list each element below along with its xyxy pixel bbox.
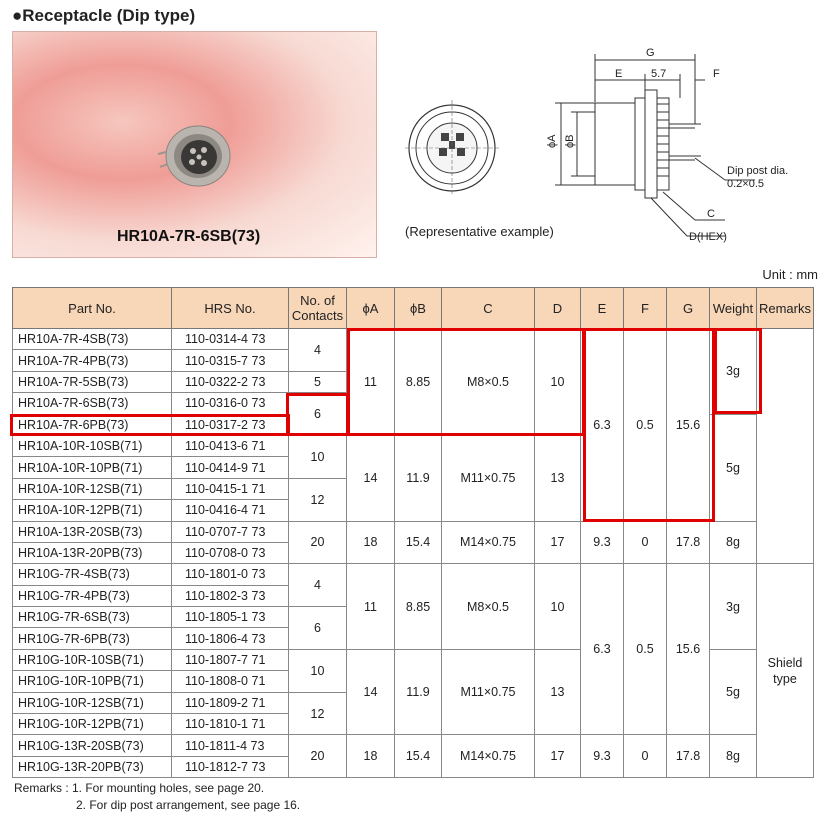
- phi-b-cell: 8.85: [395, 564, 442, 650]
- f-cell: 0.5: [624, 329, 667, 522]
- header-e: E: [581, 288, 624, 329]
- dim-e-label: E: [615, 68, 623, 80]
- phi-a-cell: 14: [347, 649, 395, 735]
- header-g: G: [667, 288, 710, 329]
- contacts-cell: 20: [289, 735, 347, 778]
- part-no-cell: HR10A-7R-4SB(73): [13, 329, 172, 350]
- header-phi-b: ϕB: [395, 288, 442, 329]
- part-no-cell: HR10A-13R-20SB(73): [13, 521, 172, 542]
- hrs-no-cell: 110-1807-7 71: [172, 649, 289, 670]
- header-remarks: Remarks: [757, 288, 814, 329]
- e-cell: 9.3: [581, 521, 624, 564]
- g-cell: 17.8: [667, 521, 710, 564]
- header-contacts: No. of Contacts: [289, 288, 347, 329]
- product-photo: [12, 31, 377, 258]
- dim-phib-label: ϕB: [564, 134, 576, 148]
- header-phi-a: ϕA: [347, 288, 395, 329]
- hrs-no-cell: 110-0316-0 73: [172, 393, 289, 414]
- dip-post-label: Dip post dia.: [727, 165, 789, 177]
- phi-a-cell: 11: [347, 564, 395, 650]
- c-cell: M8×0.5: [442, 329, 535, 436]
- unit-label: Unit : mm: [762, 267, 818, 282]
- weight-cell: 5g: [710, 649, 757, 735]
- part-no-cell: HR10G-7R-6SB(73): [13, 607, 172, 628]
- dim-57-label: 5.7: [651, 68, 667, 80]
- part-no-cell: HR10A-10R-10PB(71): [13, 457, 172, 478]
- phi-a-cell: 18: [347, 521, 395, 564]
- d-cell: 17: [535, 735, 581, 778]
- remark-2: 2. For dip post arrangement, see page 16.: [76, 798, 301, 812]
- part-no-cell: HR10G-10R-10SB(71): [13, 649, 172, 670]
- weight-cell: 3g: [710, 329, 757, 415]
- part-no-cell: HR10G-7R-6PB(73): [13, 628, 172, 649]
- phi-b-cell: 15.4: [395, 521, 442, 564]
- part-no-cell: HR10A-10R-12SB(71): [13, 478, 172, 499]
- f-cell: 0: [624, 735, 667, 778]
- part-no-cell: HR10A-7R-6PB(73): [13, 414, 172, 435]
- header-f: F: [624, 288, 667, 329]
- f-cell: 0: [624, 521, 667, 564]
- hrs-no-cell: 110-1810-1 71: [172, 714, 289, 735]
- header-weight: Weight: [710, 288, 757, 329]
- d-cell: 10: [535, 564, 581, 650]
- section-heading: ●Receptacle (Dip type): [12, 6, 196, 25]
- part-no-cell: HR10G-7R-4SB(73): [13, 564, 172, 585]
- part-no-cell: HR10G-13R-20PB(73): [13, 756, 172, 777]
- hrs-no-cell: 110-1808-0 71: [172, 671, 289, 692]
- dim-f-label: F: [713, 68, 720, 80]
- hrs-no-cell: 110-0317-2 73: [172, 414, 289, 435]
- phi-b-cell: 11.9: [395, 435, 442, 521]
- header-c: C: [442, 288, 535, 329]
- contacts-cell: 6: [289, 607, 347, 650]
- hrs-no-cell: 110-0322-2 73: [172, 371, 289, 392]
- g-cell: 17.8: [667, 735, 710, 778]
- f-cell: 0.5: [624, 564, 667, 735]
- table-row: [13, 735, 814, 756]
- dim-phia-label: ϕA: [546, 134, 558, 148]
- hrs-no-cell: 110-1812-7 73: [172, 756, 289, 777]
- c-cell: M11×0.75: [442, 435, 535, 521]
- header-part-no: Part No.: [13, 288, 172, 329]
- hrs-no-cell: 110-0315-7 73: [172, 350, 289, 371]
- weight-cell: 5g: [710, 414, 757, 521]
- contacts-cell: 12: [289, 692, 347, 735]
- c-cell: M11×0.75: [442, 649, 535, 735]
- table-row: [13, 564, 814, 585]
- part-no-cell: HR10A-7R-5SB(73): [13, 371, 172, 392]
- d-cell: 13: [535, 649, 581, 735]
- hrs-no-cell: 110-0416-4 71: [172, 500, 289, 521]
- e-cell: 6.3: [581, 329, 624, 522]
- d-cell: 13: [535, 435, 581, 521]
- dim-d-label: D(HEX): [689, 231, 727, 243]
- phi-b-cell: 8.85: [395, 329, 442, 436]
- spec-table: [12, 287, 814, 778]
- hrs-no-cell: 110-1805-1 73: [172, 607, 289, 628]
- contacts-cell: 10: [289, 435, 347, 478]
- table-row: [13, 521, 814, 542]
- table-header-row: [13, 288, 814, 329]
- header-d: D: [535, 288, 581, 329]
- photo-caption: HR10A-7R-6SB(73): [117, 228, 261, 245]
- c-cell: M14×0.75: [442, 521, 535, 564]
- phi-a-cell: 14: [347, 435, 395, 521]
- part-no-cell: HR10A-7R-6SB(73): [13, 393, 172, 414]
- hrs-no-cell: 110-0414-9 71: [172, 457, 289, 478]
- hrs-no-cell: 110-1806-4 73: [172, 628, 289, 649]
- hrs-no-cell: 110-1801-0 73: [172, 564, 289, 585]
- connector-image: [158, 114, 238, 194]
- g-cell: 15.6: [667, 564, 710, 735]
- weight-cell: 8g: [710, 521, 757, 564]
- c-cell: M8×0.5: [442, 564, 535, 650]
- dip-post-size-label: 0.2×0.5: [727, 178, 765, 190]
- e-cell: 6.3: [581, 564, 624, 735]
- part-no-cell: HR10G-13R-20SB(73): [13, 735, 172, 756]
- hrs-no-cell: 110-1802-3 73: [172, 585, 289, 606]
- dimension-diagram: [395, 40, 820, 250]
- hrs-no-cell: 110-0415-1 71: [172, 478, 289, 499]
- header-hrs-no: HRS No.: [172, 288, 289, 329]
- d-cell: 10: [535, 329, 581, 436]
- contacts-cell: 20: [289, 521, 347, 564]
- d-cell: 17: [535, 521, 581, 564]
- part-no-cell: HR10A-13R-20PB(73): [13, 542, 172, 563]
- phi-b-cell: 11.9: [395, 649, 442, 735]
- phi-a-cell: 18: [347, 735, 395, 778]
- weight-cell: 8g: [710, 735, 757, 778]
- part-no-cell: HR10A-10R-10SB(71): [13, 435, 172, 456]
- part-no-cell: HR10G-10R-12SB(71): [13, 692, 172, 713]
- hrs-no-cell: 110-0413-6 71: [172, 435, 289, 456]
- e-cell: 9.3: [581, 735, 624, 778]
- hrs-no-cell: 110-1811-4 73: [172, 735, 289, 756]
- dim-c-label: C: [707, 208, 715, 220]
- remarks-notes: [14, 780, 300, 814]
- hrs-no-cell: 110-0707-7 73: [172, 521, 289, 542]
- hrs-no-cell: 110-0314-4 73: [172, 329, 289, 350]
- phi-a-cell: 11: [347, 329, 395, 436]
- contacts-cell: 6: [289, 393, 347, 436]
- remark-1: Remarks : 1. For mounting holes, see page 20.: [14, 781, 265, 795]
- part-no-cell: HR10G-10R-10PB(71): [13, 671, 172, 692]
- remarks-cell: Shield type: [757, 564, 814, 778]
- front-view: [405, 100, 499, 196]
- c-cell: M14×0.75: [442, 735, 535, 778]
- hrs-no-cell: 110-0708-0 73: [172, 542, 289, 563]
- remarks-cell: [757, 329, 814, 564]
- table-row: [13, 329, 814, 350]
- weight-cell: 3g: [710, 564, 757, 650]
- contacts-cell: 5: [289, 371, 347, 392]
- part-no-cell: HR10G-7R-4PB(73): [13, 585, 172, 606]
- contacts-cell: 12: [289, 478, 347, 521]
- contacts-cell: 4: [289, 329, 347, 372]
- representative-caption: (Representative example): [405, 224, 554, 239]
- contacts-cell: 4: [289, 564, 347, 607]
- part-no-cell: HR10A-7R-4PB(73): [13, 350, 172, 371]
- part-no-cell: HR10G-10R-12PB(71): [13, 714, 172, 735]
- dim-g-label: G: [646, 47, 655, 59]
- g-cell: 15.6: [667, 329, 710, 522]
- phi-b-cell: 15.4: [395, 735, 442, 778]
- side-view: [555, 54, 755, 236]
- contacts-cell: 10: [289, 649, 347, 692]
- hrs-no-cell: 110-1809-2 71: [172, 692, 289, 713]
- part-no-cell: HR10A-10R-12PB(71): [13, 500, 172, 521]
